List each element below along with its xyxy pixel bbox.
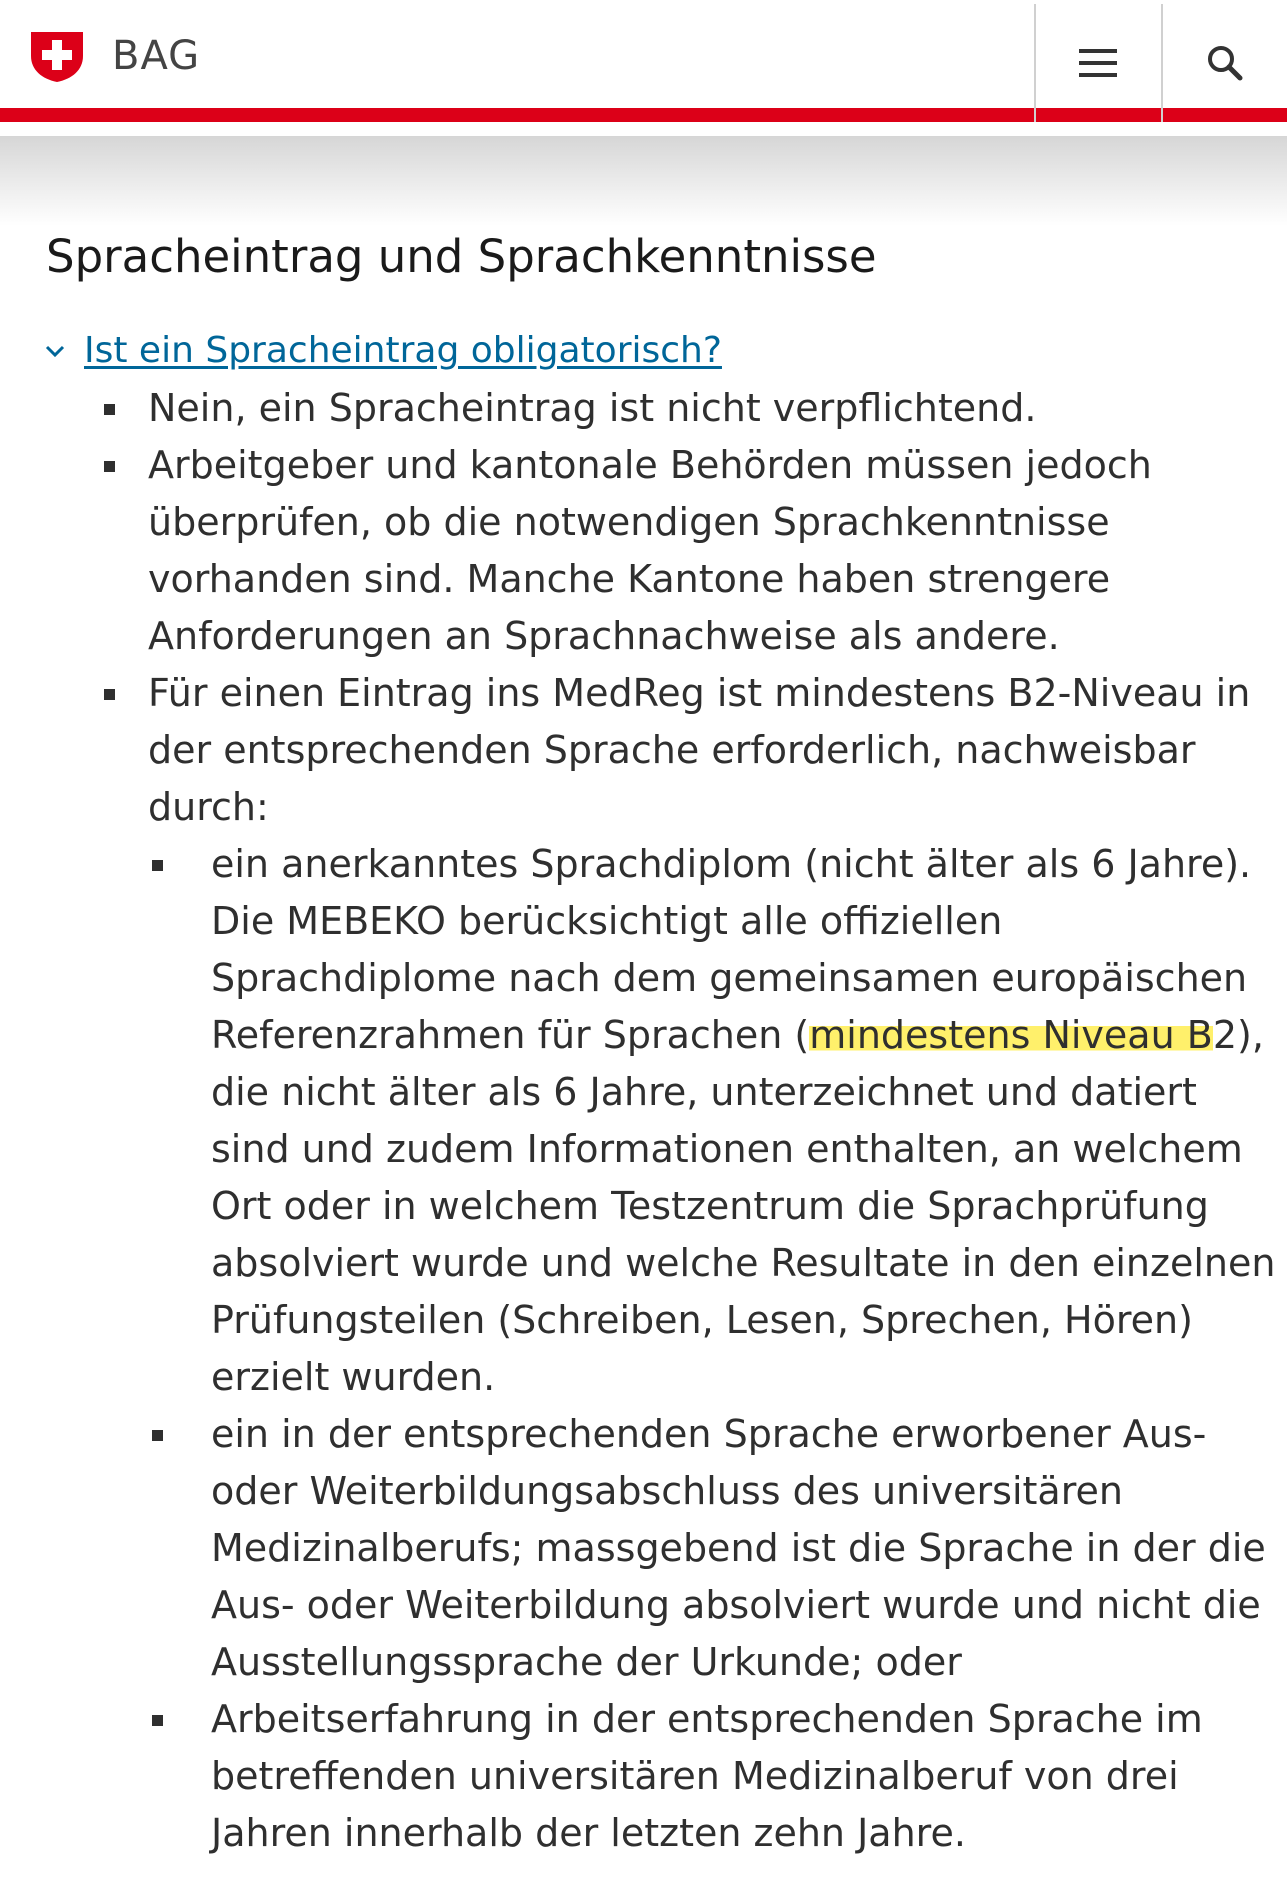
logo-link[interactable] xyxy=(28,28,200,84)
bullet-icon xyxy=(152,860,163,871)
brand-name: BAG xyxy=(112,33,201,79)
site-header xyxy=(0,0,1287,122)
answer-list xyxy=(100,380,1276,1862)
item-text: vorhanden sind. Manche Kantone haben strengere xyxy=(148,557,1111,601)
sub-item-text: Arbeitserfahrung in der entsprechenden Sprache im xyxy=(211,1697,1203,1741)
sub-item-text: sind und zudem Informationen enthalten, an welchem xyxy=(211,1127,1243,1171)
sub-list xyxy=(148,836,1276,1862)
swiss-cross-logo-icon xyxy=(28,28,86,84)
item-text: der entsprechenden Sprache erforderlich, nachweisbar xyxy=(148,728,1196,772)
accordion-label: Ist ein Spracheintrag obligatorisch? xyxy=(84,330,722,371)
bullet-icon xyxy=(104,689,115,700)
bullet-icon xyxy=(104,404,115,415)
item-text: Arbeitgeber und kantonale Behörden müssen jedoch xyxy=(148,443,1152,487)
header-shadow xyxy=(0,136,1287,226)
list-item xyxy=(100,437,1260,665)
sub-item-text: Jahren innerhalb der letzten zehn Jahre. xyxy=(211,1811,966,1855)
sub-list-item xyxy=(148,836,1276,1406)
sub-item-text: Prüfungsteilen (Schreiben, Lesen, Sprechen, Hören) xyxy=(211,1298,1193,1342)
item-text: Anforderungen an Sprachnachweise als andere. xyxy=(148,614,1060,658)
list-item xyxy=(100,380,1260,437)
menu-button[interactable] xyxy=(1034,4,1160,122)
sub-item-text: Ausstellungssprache der Urkunde; oder xyxy=(211,1640,962,1684)
list-item xyxy=(100,665,1276,1862)
sub-item-text-with-highlight xyxy=(211,1007,1264,1064)
sub-item-text: ein in der entsprechenden Sprache erworbener Aus- xyxy=(211,1412,1207,1456)
sub-list-item xyxy=(148,1691,1260,1862)
sub-item-text: absolviert wurde und welche Resultate in den einzelnen xyxy=(211,1241,1276,1285)
bullet-icon xyxy=(152,1715,163,1726)
bullet-icon xyxy=(104,461,115,472)
sub-item-text: Die MEBEKO berücksichtigt alle offiziellen xyxy=(211,899,1003,943)
highlighted-text: mindestens Niveau B xyxy=(809,1013,1213,1057)
sub-item-text: Ort oder in welchem Testzentrum die Sprachprüfung xyxy=(211,1184,1209,1228)
text-segment: Referenzrahmen für Sprachen ( xyxy=(211,1013,810,1057)
sub-item-text: Aus- oder Weiterbildung absolviert wurde und nicht die xyxy=(211,1583,1261,1627)
sub-item-text: oder Weiterbildungsabschluss des universitären xyxy=(211,1469,1123,1513)
sub-item-text: Medizinalberufs; massgebend ist die Sprache in der die xyxy=(211,1526,1266,1570)
bullet-icon xyxy=(152,1430,163,1441)
chevron-down-icon xyxy=(44,340,66,362)
sub-item-text: ein anerkanntes Sprachdiplom (nicht älter als 6 Jahre). xyxy=(211,842,1252,886)
sub-item-text: erzielt wurden. xyxy=(211,1355,496,1399)
sub-list-item xyxy=(148,1406,1266,1691)
hamburger-menu-icon xyxy=(1079,48,1117,78)
item-text: überprüfen, ob die notwendigen Sprachkenntnisse xyxy=(148,500,1110,544)
sub-item-text: Sprachdiplome nach dem gemeinsamen europäischen xyxy=(211,956,1248,1000)
text-segment: 2), xyxy=(1212,1013,1264,1057)
sub-item-text: die nicht älter als 6 Jahre, unterzeichnet und datiert xyxy=(211,1070,1197,1114)
search-button[interactable] xyxy=(1161,4,1287,122)
sub-item-text: betreffenden universitären Medizinalberuf von drei xyxy=(211,1754,1179,1798)
item-text: Für einen Eintrag ins MedReg ist mindestens B2-Niveau in xyxy=(148,671,1251,715)
search-icon xyxy=(1206,44,1244,82)
item-text: Nein, ein Spracheintrag ist nicht verpflichtend. xyxy=(148,386,1037,430)
accordion-toggle[interactable] xyxy=(44,330,722,371)
page-title: Spracheintrag und Sprachkenntnisse xyxy=(46,230,877,283)
item-text: durch: xyxy=(148,785,269,829)
